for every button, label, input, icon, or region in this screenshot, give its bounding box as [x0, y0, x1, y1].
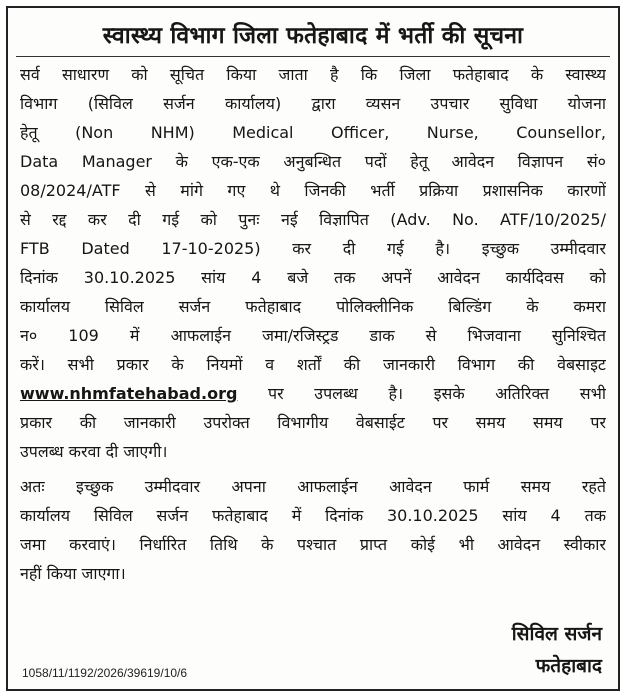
website-line [20, 379, 606, 408]
body-line: हेतू (Non NHM) Medical Officer, Nurse, Counsellor, [20, 123, 606, 142]
signature-place: फतेहाबाद [535, 655, 602, 677]
body-line: उपलब्ध करवा दी जाएगी। [20, 442, 168, 461]
body-line: प्रकार की जानकारी उपरोक्त विभागीय वेबसाईट पर समय समय पर [20, 413, 606, 432]
body-line: विभाग (सिविल सर्जन कार्यालय) द्वारा व्यसन उपचार सुविधा योजना [20, 94, 606, 113]
website-link[interactable]: www.nhmfatehabad.org [20, 384, 238, 403]
body-line: न० 109 में आफलाईन जमा/रजिस्ट्रड डाक से भिजवाना सुनिश्चित [20, 326, 606, 345]
website-line-text: पर उपलब्ध है। इसके अतिरिक्त सभी [237, 384, 606, 403]
body-line: सर्व साधारण को सूचित किया जाता है कि जिला फतेहाबाद के स्वास्थ्य [20, 65, 606, 84]
body-line: अतः इच्छुक उम्मीदवार अपना आफलाईन आवेदन फार्म समय रहते [20, 477, 606, 496]
body-line: दिनांक 30.10.2025 सांय 4 बजे तक अपनें आवेदन कार्यदिवस को [20, 268, 606, 287]
body-line: Data Manager के एक-एक अनुबन्धित पदों हेतू आवेदन विज्ञापन सं० [20, 152, 606, 171]
body-line: नहीं किया जाएगा। [20, 564, 126, 583]
reference-number: 1058/11/1192/2026/39619/10/6 [22, 666, 188, 680]
body-line: से रद्द कर दी गई को पुनः नई विज्ञापित (Adv. No. ATF/10/2025/ [20, 210, 606, 229]
body-line: कार्यालय सिविल सर्जन फतेहाबाद पोलिक्लीनिक बिल्डिंग के कमरा [20, 297, 606, 316]
body-line: 08/2024/ATF से मांगे गए थे जिनकी भर्ती प्रक्रिया प्रशासनिक कारणों [20, 181, 606, 200]
body-line: जमा करवाएं। निर्धारित तिथि के पश्चात प्राप्त कोई भी आवेदन स्वीकार [20, 535, 606, 554]
signature-designation: सिविल सर्जन [511, 623, 602, 645]
notice-title: स्वास्थ्य विभाग जिला फतेहाबाद में भर्ती की सूचना [102, 23, 524, 49]
title-divider [16, 56, 610, 57]
recruitment-notice [6, 6, 620, 691]
body-line: करें। सभी प्रकार के नियमों व शर्तों की जानकारी विभाग की वेबसाइट [20, 355, 606, 374]
notice-body-paragraph-2 [20, 472, 606, 588]
body-line: कार्यालय सिविल सर्जन फतेहाबाद में दिनांक 30.10.2025 सांय 4 तक [20, 506, 606, 525]
body-line: FTB Dated 17-10-2025) कर दी गई है। इच्छुक उम्मीदवार [20, 239, 606, 258]
notice-body-paragraph-1 [20, 60, 606, 466]
